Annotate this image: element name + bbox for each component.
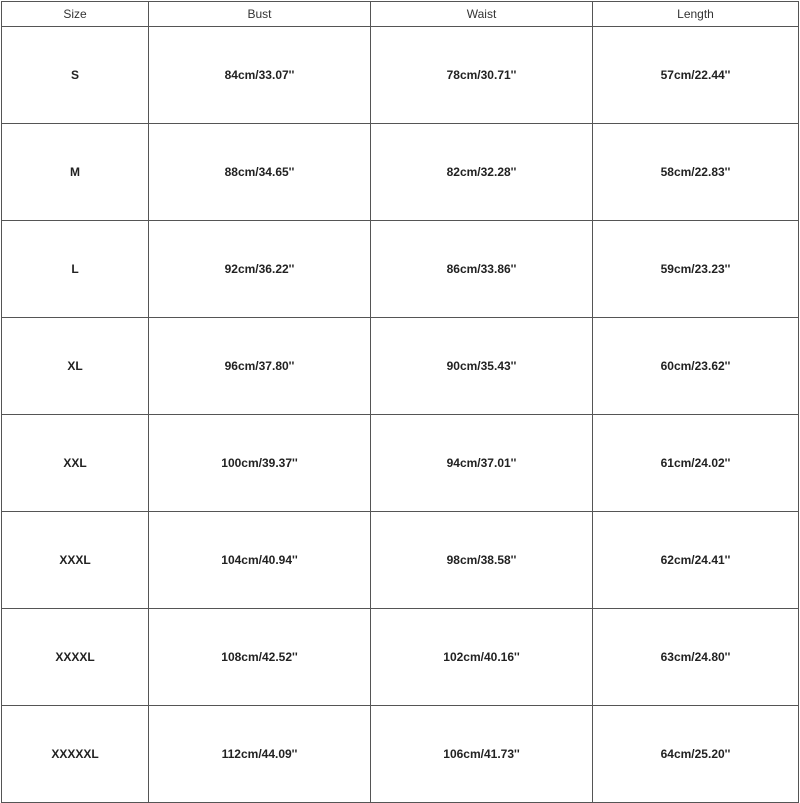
- cell-size: S: [2, 27, 149, 124]
- cell-size: XXXXL: [2, 609, 149, 706]
- cell-bust: 84cm/33.07'': [149, 27, 371, 124]
- cell-length: 57cm/22.44'': [593, 27, 799, 124]
- size-chart-table: [1, 1, 799, 803]
- table-row: [2, 124, 799, 221]
- cell-waist: 102cm/40.16'': [371, 609, 593, 706]
- cell-bust: 108cm/42.52'': [149, 609, 371, 706]
- cell-waist: 86cm/33.86'': [371, 221, 593, 318]
- table-row: [2, 27, 799, 124]
- table-row: [2, 318, 799, 415]
- cell-size: M: [2, 124, 149, 221]
- cell-size: XXXXXL: [2, 706, 149, 803]
- cell-waist: 98cm/38.58'': [371, 512, 593, 609]
- cell-length: 62cm/24.41'': [593, 512, 799, 609]
- table-row: [2, 609, 799, 706]
- header-bust: Bust: [149, 2, 371, 27]
- table-row: [2, 221, 799, 318]
- cell-bust: 100cm/39.37'': [149, 415, 371, 512]
- cell-size: XXXL: [2, 512, 149, 609]
- cell-waist: 106cm/41.73'': [371, 706, 593, 803]
- table-row: [2, 512, 799, 609]
- header-length: Length: [593, 2, 799, 27]
- header-waist: Waist: [371, 2, 593, 27]
- table-row: [2, 415, 799, 512]
- cell-length: 64cm/25.20'': [593, 706, 799, 803]
- cell-waist: 82cm/32.28'': [371, 124, 593, 221]
- cell-bust: 92cm/36.22'': [149, 221, 371, 318]
- cell-size: XL: [2, 318, 149, 415]
- header-row: [2, 2, 799, 27]
- cell-length: 61cm/24.02'': [593, 415, 799, 512]
- cell-length: 58cm/22.83'': [593, 124, 799, 221]
- cell-waist: 90cm/35.43'': [371, 318, 593, 415]
- cell-bust: 112cm/44.09'': [149, 706, 371, 803]
- cell-size: XXL: [2, 415, 149, 512]
- cell-size: L: [2, 221, 149, 318]
- table-row: [2, 706, 799, 803]
- cell-waist: 78cm/30.71'': [371, 27, 593, 124]
- header-size: Size: [2, 2, 149, 27]
- cell-length: 59cm/23.23'': [593, 221, 799, 318]
- cell-length: 60cm/23.62'': [593, 318, 799, 415]
- cell-bust: 88cm/34.65'': [149, 124, 371, 221]
- cell-bust: 96cm/37.80'': [149, 318, 371, 415]
- table-body: [2, 27, 799, 803]
- cell-bust: 104cm/40.94'': [149, 512, 371, 609]
- cell-waist: 94cm/37.01'': [371, 415, 593, 512]
- table-header: [2, 2, 799, 27]
- cell-length: 63cm/24.80'': [593, 609, 799, 706]
